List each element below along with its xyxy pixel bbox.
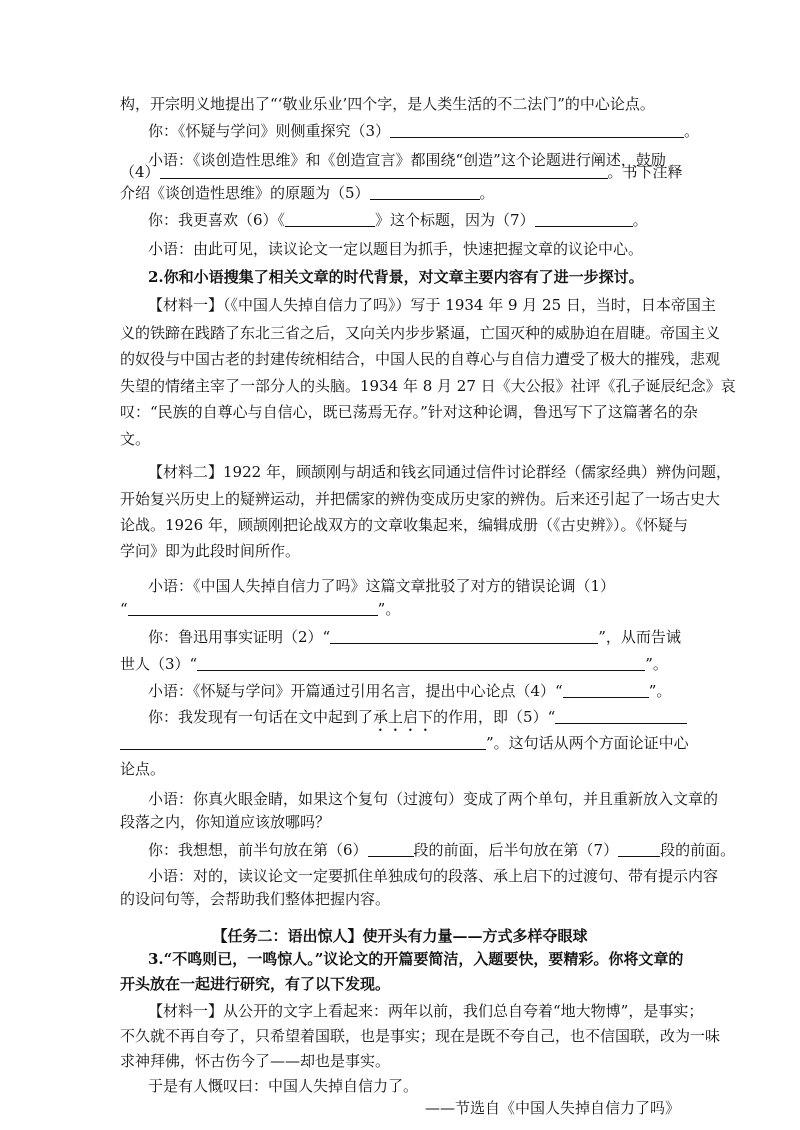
q1-line-5: 介绍《谈创造性思维》的原题为（5） 。: [120, 184, 495, 202]
q2-dialog-8: 小语：你真火眼金睛，如果这个复句（过渡句）变成了两个单句，并且重新放入文章的: [148, 790, 719, 808]
answer-blank-q2-6[interactable]: [368, 841, 414, 857]
answer-blank-q2-5b[interactable]: [120, 734, 486, 750]
task2-m1-source: ——节选自《中国人失掉自信力了吗》: [424, 1099, 680, 1117]
q2-dialog-7: 论点。: [120, 760, 166, 778]
q2-m1-line-4: 失望的情绪主宰了一部分人的头脑。1934 年 8 月 27 日《大公报》社评《孔子诞辰纪念》哀: [120, 377, 736, 395]
q1-line-4: （4） 。书下注释: [120, 163, 683, 181]
answer-blank-4[interactable]: [160, 163, 608, 179]
task2-stem-1: 3.“不鸣则已，一鸣惊人。”议论文的开篇要简洁，入题要快，要精彩。你将文章的: [148, 950, 684, 968]
answer-blank-q2-2[interactable]: [330, 628, 598, 644]
q2-stem: 2.你和小语搜集了相关文章的时代背景，对文章主要内容有了进一步探讨。: [148, 268, 644, 286]
q2-dialog-11: 小语：对的，读议论文一定要抓住单独成句的段落、承上启下的过渡句、带有提示内容: [148, 867, 719, 885]
q2-dialog-5: 你：我发现有一句话在文中起到了承上启下的作用，即（5）“: [148, 707, 687, 735]
q1-line-3: 小语：《谈创造性思维》和《创造宣言》都围绕“创造”这个论题进行阐述，鼓励: [148, 151, 666, 169]
q2-m2-line-3: 论战。1926 年，顾颉刚把论战双方的文章收集起来，编辑成册（《古史辨》）。《怀疑与: [120, 516, 688, 534]
q1-line-2: 你：《怀疑与学问》则侧重探究（3） 。: [148, 122, 700, 140]
task2-m1-line-1: 【材料一】从公开的文字上看起来：两年以前，我们总自夸着“地大物博”，是事实；: [148, 1002, 704, 1020]
answer-blank-3[interactable]: [390, 122, 684, 138]
q2-dialog-1b: “ ”。: [120, 600, 401, 618]
q2-dialog-9: 段落之内，你知道应该放哪吗？: [120, 813, 331, 831]
q1-line-1: 构，开宗明义地提出了“‘敬业乐业’四个字，是人类生活的不二法门”的中心论点。: [120, 95, 655, 113]
q2-m1-line-1: 【材料一】（《中国人失掉自信力了吗》）写于 1934 年 9 月 25 日，当时，日本帝国主: [148, 296, 716, 314]
answer-blank-q2-3[interactable]: [197, 655, 645, 671]
task2-heading: 【任务二：语出惊人】使开头有力量——方式多样夺眼球: [212, 927, 588, 945]
answer-blank-6[interactable]: [285, 211, 375, 227]
q1-line-6: 你：我更喜欢（6）《 》这个标题，因为（7） 。: [148, 211, 648, 229]
answer-blank-q2-1[interactable]: [128, 600, 378, 616]
q2-dialog-1: 小语：《中国人失掉自信力了吗》这篇文章批驳了对方的错误论调（1）: [148, 577, 616, 595]
q2-m1-line-5: 叹：“民族的自尊心与自信心，既已荡焉无存。”针对这种论调，鲁迅写下了这篇著名的杂: [120, 403, 698, 421]
emphasis-dotted-text: 承上启下: [373, 708, 434, 726]
task2-m1-line-3: 求神拜佛，怀古伤今了——却也是事实。: [120, 1052, 391, 1070]
q2-dialog-10: 你：我想想，前半句放在第（6） 段的前面，后半句放在第（7） 段的前面。: [148, 841, 736, 859]
answer-blank-5[interactable]: [370, 184, 480, 200]
task2-m1-line-2: 不久就不再自夸了，只希望着国联，也是事实；现在是既不夸自己，也不信国联，改为一味: [120, 1027, 721, 1045]
answer-blank-q2-5a[interactable]: [555, 708, 687, 724]
answer-blank-q2-4[interactable]: [563, 682, 649, 698]
answer-blank-7[interactable]: [535, 211, 633, 227]
task2-m1-line-4: 于是有人慨叹曰：中国人失掉自信力了。: [148, 1077, 419, 1095]
q2-m2-line-2: 开始复兴历史上的疑辨运动，并把儒家的辨伪变成历史家的辨伪。后来还引起了一场古史大: [120, 490, 721, 508]
q2-m2-line-4: 学问》即为此段时间所作。: [120, 542, 301, 560]
q2-m2-line-1: 【材料二】1922 年，顾颉刚与胡适和钱玄同通过信件讨论群经（儒家经典）辨伪问题，: [148, 463, 731, 481]
q2-dialog-3: 世人（3）“ ”。: [120, 655, 668, 673]
q2-dialog-12: 的设问句等，会帮助我们整体把握内容。: [120, 890, 391, 908]
q2-dialog-6: ”。这句话从两个方面论证中心: [120, 733, 689, 753]
task2-stem-2: 开头放在一起进行研究，有了以下发现。: [120, 975, 391, 993]
answer-blank-q2-7[interactable]: [618, 841, 660, 857]
q2-dialog-4: 小语：《怀疑与学问》开篇通过引用名言，提出中心论点（4）“ ”。: [148, 682, 672, 700]
q2-m1-line-6: 文。: [120, 430, 151, 448]
q1-line-7: 小语：由此可见，读议论文一定以题目为抓手，快速把握文章的议论中心。: [148, 240, 644, 258]
q2-m1-line-3: 的奴役与中国古老的封建传统相结合，中国人民的自尊心与自信力遭受了极大的摧残，悲观: [120, 350, 721, 368]
q2-dialog-2: 你：鲁迅用事实证明（2）“ ”，从而告诫: [148, 628, 681, 646]
q2-m1-line-2: 义的铁蹄在践踏了东北三省之后，又向关内步步紧逼，亡国灭种的威胁迫在眉睫。帝国主义: [120, 324, 721, 342]
